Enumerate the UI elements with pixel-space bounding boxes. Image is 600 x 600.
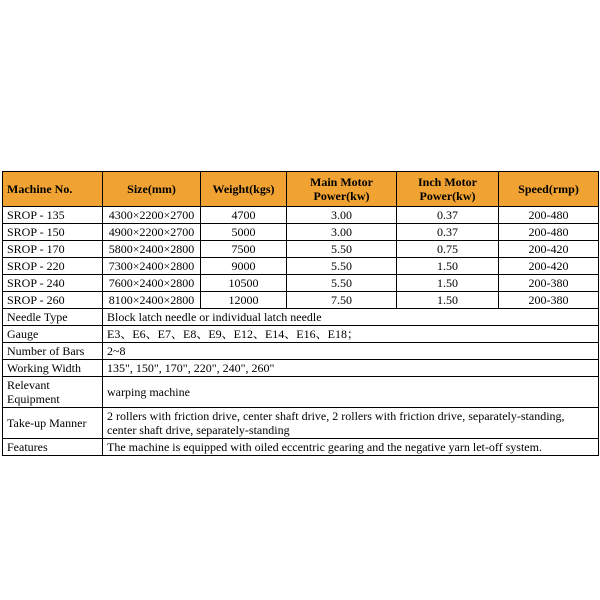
header-machine-no: Machine No. <box>3 172 103 207</box>
model-value-cell: 5.50 <box>287 241 397 258</box>
spec-label: Features <box>3 439 103 456</box>
spec-row <box>3 377 599 408</box>
machine-no-cell: SROP - 150 <box>3 224 103 241</box>
model-value-cell: 4700 <box>201 207 287 224</box>
spec-rows-body <box>3 309 599 456</box>
spec-value: 135", 150", 170", 220", 240", 260" <box>103 360 599 377</box>
spec-value: The machine is equipped with oiled eccentric gearing and the negative yarn let-off system. <box>103 439 599 456</box>
machine-no-cell: SROP - 170 <box>3 241 103 258</box>
header-speed: Speed(rmp) <box>499 172 599 207</box>
model-row <box>3 258 599 275</box>
model-value-cell: 200-420 <box>499 241 599 258</box>
model-row <box>3 292 599 309</box>
spec-label: Working Width <box>3 360 103 377</box>
model-value-cell: 200-420 <box>499 258 599 275</box>
model-row <box>3 207 599 224</box>
spec-value: warping machine <box>103 377 599 408</box>
model-row <box>3 275 599 292</box>
spec-row <box>3 343 599 360</box>
model-value-cell: 5000 <box>201 224 287 241</box>
model-value-cell: 0.37 <box>397 207 499 224</box>
model-value-cell: 5.50 <box>287 258 397 275</box>
model-value-cell: 7300×2400×2800 <box>103 258 201 275</box>
model-value-cell: 7600×2400×2800 <box>103 275 201 292</box>
model-value-cell: 1.50 <box>397 258 499 275</box>
machine-no-cell: SROP - 135 <box>3 207 103 224</box>
model-value-cell: 3.00 <box>287 207 397 224</box>
spec-row <box>3 408 599 439</box>
model-value-cell: 200-480 <box>499 224 599 241</box>
spec-value: E3、E6、E7、E8、E9、E12、E14、E16、E18； <box>103 326 599 343</box>
header-main-motor-power: Main Motor Power(kw) <box>287 172 397 207</box>
model-value-cell: 8100×2400×2800 <box>103 292 201 309</box>
spec-label: Number of Bars <box>3 343 103 360</box>
header-weight: Weight(kgs) <box>201 172 287 207</box>
model-value-cell: 5800×2400×2800 <box>103 241 201 258</box>
spec-label: Relevant Equipment <box>3 377 103 408</box>
spec-label: Gauge <box>3 326 103 343</box>
model-value-cell: 4300×2200×2700 <box>103 207 201 224</box>
model-value-cell: 0.37 <box>397 224 499 241</box>
model-value-cell: 10500 <box>201 275 287 292</box>
model-row <box>3 241 599 258</box>
model-value-cell: 1.50 <box>397 275 499 292</box>
table-header <box>3 172 599 207</box>
model-value-cell: 3.00 <box>287 224 397 241</box>
machine-no-cell: SROP - 240 <box>3 275 103 292</box>
header-row <box>3 172 599 207</box>
spec-value: Block latch needle or individual latch needle <box>103 309 599 326</box>
model-value-cell: 12000 <box>201 292 287 309</box>
spec-row <box>3 360 599 377</box>
machine-no-cell: SROP - 220 <box>3 258 103 275</box>
spec-label: Needle Type <box>3 309 103 326</box>
header-size: Size(mm) <box>103 172 201 207</box>
model-value-cell: 200-480 <box>499 207 599 224</box>
model-value-cell: 200-380 <box>499 275 599 292</box>
spec-row <box>3 439 599 456</box>
spec-value: 2 rollers with friction drive, center shaft drive, 2 rollers with friction drive, separately-standing, center shaft drive, separately-standing <box>103 408 599 439</box>
machine-spec-table <box>2 171 599 456</box>
spec-label: Take-up Manner <box>3 408 103 439</box>
model-rows-body <box>3 207 599 309</box>
model-value-cell: 9000 <box>201 258 287 275</box>
header-inch-motor-power: Inch Motor Power(kw) <box>397 172 499 207</box>
model-row <box>3 224 599 241</box>
model-value-cell: 4900×2200×2700 <box>103 224 201 241</box>
model-value-cell: 200-380 <box>499 292 599 309</box>
machine-no-cell: SROP - 260 <box>3 292 103 309</box>
spec-value: 2~8 <box>103 343 599 360</box>
model-value-cell: 7.50 <box>287 292 397 309</box>
model-value-cell: 1.50 <box>397 292 499 309</box>
model-value-cell: 0.75 <box>397 241 499 258</box>
model-value-cell: 7500 <box>201 241 287 258</box>
model-value-cell: 5.50 <box>287 275 397 292</box>
spec-row <box>3 309 599 326</box>
spec-row <box>3 326 599 343</box>
